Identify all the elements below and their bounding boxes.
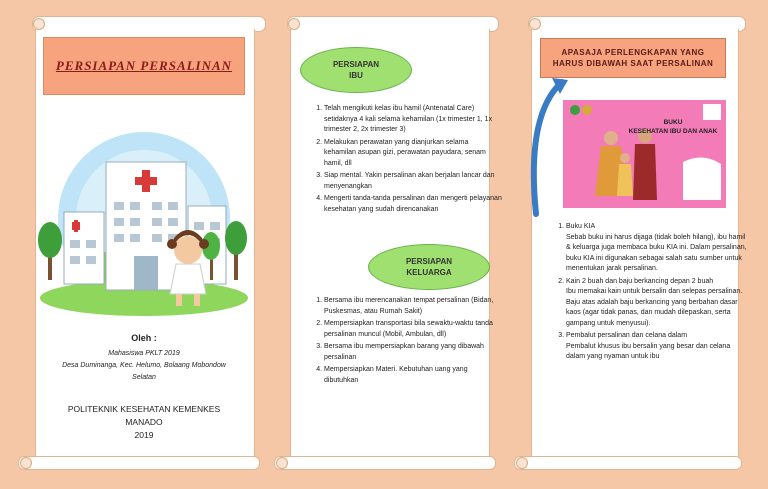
ibu-heading-line-1: PERSIAPAN [332,60,380,69]
keluarga-list [310,296,502,388]
list-item: 1. Bersama ibu merencanakan tempat persalinan (Bidan, Puskesmas, atau Rumah Sakit) [324,296,502,317]
kia-book-illustration [563,100,726,208]
author-line-1: Mahasiswa PKLT 2019 [108,350,180,357]
kia-book-cover [563,100,726,208]
institution-year: 2019 [134,430,154,440]
list-item: 4. Mempersiapkan Materi. Kebutuhan uang yang dibutuhkan [324,365,502,386]
equipment-heading-line-2: HARUS DIBAWAH SAAT PERSALINAN [552,59,714,68]
scroll-curl [33,18,45,30]
scroll-curl [529,18,541,30]
ibu-heading-oval [300,47,412,93]
list-item [566,331,750,363]
equipment-list [552,222,750,365]
kia-book-title-line-2: KESEHATAN IBU DAN ANAK [628,128,718,135]
cover-title: PERSIAPAN PERSALINAN [55,58,233,73]
item-title: 3. Pembalut persalinan dan celana dalam [566,332,688,339]
institution-line-1: POLITEKNIK KESEHATAN KEMENKES [67,404,221,414]
item-body: Pembalut khusus ibu bersalin yang besar dan celana dalam yang nyaman untuk ibu [566,342,731,360]
scroll-curl [516,457,528,469]
list-item: 4. Mengerti tanda-tanda persalinan dan mengerti pelayanan kesehatan yang sudah direncanakan [324,194,502,215]
author-label: Oleh : [131,333,157,343]
scroll-curl [276,457,288,469]
kia-book-title [623,118,723,136]
ibu-heading-line-2: IBU [349,71,363,80]
scroll-curl [20,457,32,469]
scroll-bottom-1 [18,456,260,470]
kia-book-title-line-1: BUKU [663,119,683,126]
scroll-bottom-3 [514,456,742,470]
item-body: Sebab buku ini harus dijaga (tidak boleh hilang), ibu hamil & keluarga juga membaca buku KIA ini. Dalam persalinan, buku KIA ini digunakan sebagai salah satu sumber untuk menentukan jarak persalinan. [566,233,747,272]
equipment-heading-box [540,38,726,78]
item-body: Ibu memakai kain untuk bersalin dan selepas persalinan. Baju atas adalah baju berkancing yang berbahan dasar kaos (agar tidak panas, dan mudah dilepaskan, serta gampang untuk menyusui). [566,288,743,327]
item-title: 1. Buku KIA [566,223,596,230]
list-item: 3. Bersama ibu mempersiapkan barang yang dibawah persalinan [324,342,502,363]
list-item: 2. Mempersiapkan transportasi bila sewaktu-waktu tanda persalinan muncul (Mobil, Ambulan, dll) [324,319,502,340]
list-item: 3. Siap mental. Yakin persalinan akan berjalan lancar dan menyenangkan [324,171,502,192]
item-title: 2. Kain 2 buah dan baju berkancing depan 2 buah [566,277,714,285]
keluarga-heading-line-1: PERSIAPAN [405,257,453,266]
keluarga-heading-oval [368,244,490,290]
list-item [566,277,750,330]
list-item: 2. Melakukan perawatan yang dianjurkan selama kehamilan asupan gizi, perawatan payudara, senam hamil, dll [324,138,502,170]
ibu-list [310,104,502,217]
hospital-illustration [38,122,250,318]
scroll-curl [288,18,300,30]
scroll-bottom-2 [274,456,496,470]
author-line-2: Desa Duminanga, Kec. Helumo, Bolaang Mobondow [62,362,226,369]
cover-title-box [43,37,245,95]
author-line-3: Selatan [132,374,156,381]
list-item [566,222,750,275]
list-item: 1. Telah mengikuti kelas ibu hamil (Antenatal Care) setidaknya 4 kali selama kehamilan (1x trimester 1, 1x trimester 2, 2x trimester 3) [324,104,502,136]
equipment-heading-line-1: APASAJA PERLENGKAPAN YANG [561,48,705,57]
keluarga-heading-line-2: KELUARGA [406,268,452,277]
institution-line-2: MANADO [125,417,163,427]
